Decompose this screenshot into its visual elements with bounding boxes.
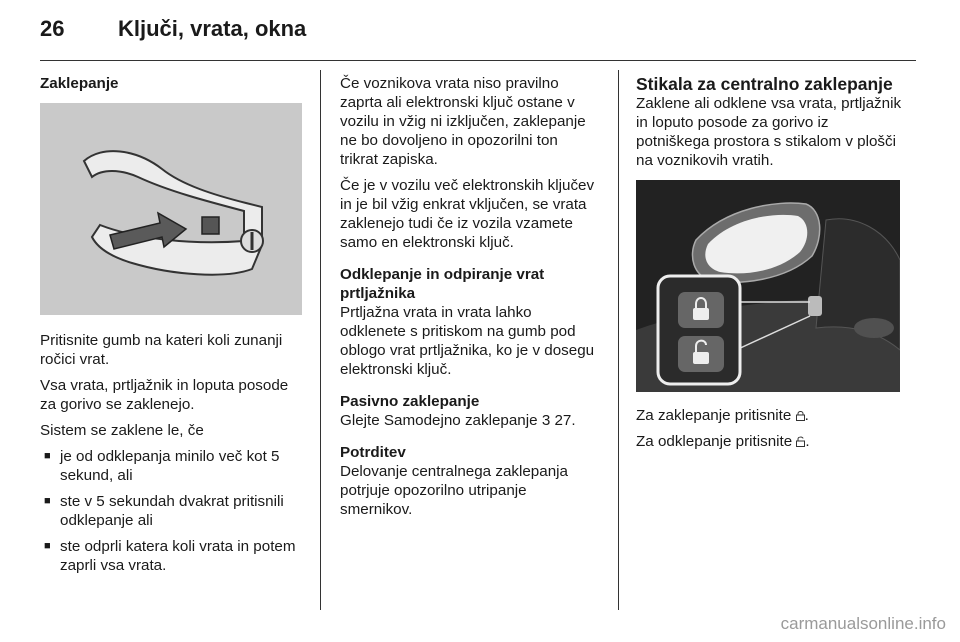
body-text: Zaklene ali odklene vsa vrata, prtljažnik in loputo posode za gorivo iz potniškega prostora s stikalom v plošči na voznikovih vratih. (636, 95, 902, 169)
body-text: Če voznikova vrata niso pravilno zaprta ali elektronski ključ ostane v vozilu in vžig ni izključen, zaklepanje ne bo dovoljeno in opozorilni ton trikrat zapiska. (340, 75, 586, 168)
conditions-list (40, 447, 306, 575)
body-text: Glejte Samodejno zaklepanje (340, 412, 538, 429)
body-text: Prtljažna vrata in vrata lahko odklenete s pritiskom na gumb pod oblogo vrat prtljažnika, ko je v dosegu elektronski ključ. (340, 304, 595, 378)
chapter-title: Ključi, vrata, okna (118, 16, 307, 41)
column-3: Stikala za centralno zaklepanje Zaklene ali odklene vsa vrata, prtljažnik in loputo posode za gorivo iz potniškega prostora s stikalom v plošči na voznikovih vratih. Za zaklepanje pritisnite . Za odklepanje pritisnite . (636, 74, 906, 458)
body-text: Za odklepanje pritisnite (636, 433, 793, 450)
passive-locking-section (340, 392, 600, 430)
subheading: Potrditev (340, 444, 406, 461)
page-header (40, 14, 916, 54)
door-handle-illustration (40, 103, 302, 315)
column-1 (40, 74, 306, 582)
list-item: ■ ste v 5 sekundah dvakrat pritisnili odklepanje ali (40, 492, 306, 530)
padlock-open-icon (796, 436, 805, 447)
list-item: ■ ste odprli katera koli vrata in potem zaprli vsa vrata. (40, 537, 306, 575)
body-text: Če je v vozilu več elektronskih ključev in je bil vžig enkrat vključen, se vrata zaklenejo tudi če iz vozila vzamete samo en elektronski ključ. (340, 177, 595, 251)
body-text: Vsa vrata, prtljažnik in loputa posode za gorivo se zaklenejo. (40, 377, 289, 413)
unlock-tailgate-section (340, 265, 600, 379)
column-divider (618, 70, 619, 610)
body-text: Za zaklepanje pritisnite (636, 407, 792, 424)
column-divider (320, 70, 321, 610)
body-text: Pritisnite gumb na kateri koli zunanji ročici vrat. (40, 332, 283, 368)
confirmation-section (340, 443, 600, 519)
central-locking-switch-photo (636, 180, 900, 392)
list-item: ■ je od odklepanja minilo več kot 5 sekund, ali (40, 447, 306, 485)
page-reference-link[interactable]: 3 27. (541, 412, 576, 429)
header-rule (40, 60, 916, 61)
section-heading-central-locking: Stikala za centralno zaklepanje (636, 74, 893, 94)
subheading: Pasivno zaklepanje (340, 393, 480, 410)
body-text: Sistem se zaklene le, če (40, 422, 204, 439)
column-2 (340, 74, 600, 532)
page-number: 26 (40, 16, 65, 41)
subheading: Odklepanje in odpiranje vrat prtljažnika (340, 266, 545, 302)
section-heading-locking: Zaklepanje (40, 75, 119, 92)
watermark: carmanualsonline.info (780, 614, 946, 633)
body-text: Delovanje centralnega zaklepanja potrjuje opozorilno utripanje smernikov. (340, 463, 568, 518)
padlock-closed-icon (796, 410, 805, 421)
